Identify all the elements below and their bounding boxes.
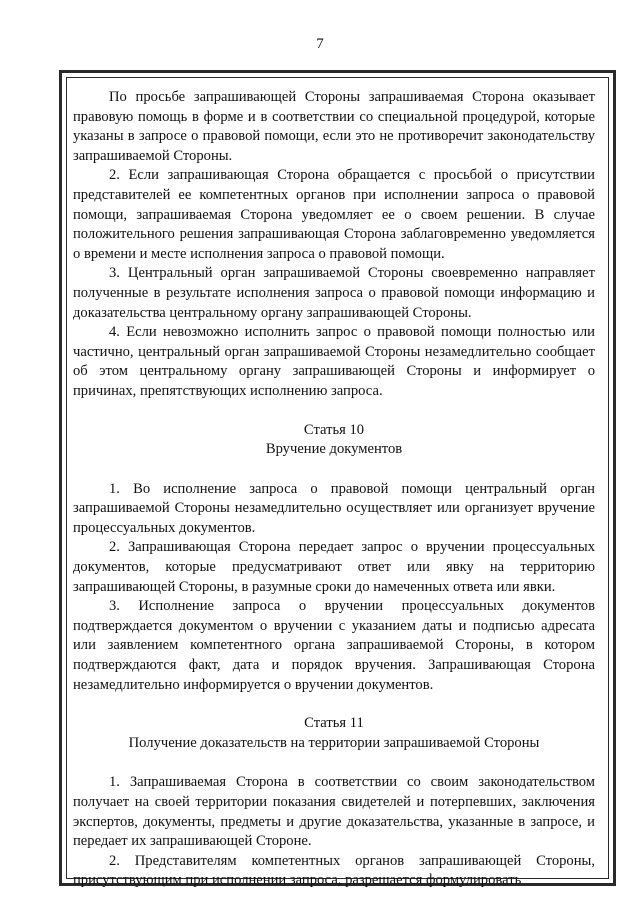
paragraph: 2. Если запрашивающая Сторона обращается с просьбой о присутствии представителей ее компетентных органов при исполнении запроса о правовой помощи, запрашиваемая Сторона уведомляет ее о своем решении. В случае положительного решения запрашивающая Сторона заблаговременно уведомляется о времени и месте исполнения запроса о правовой помощи.: [73, 167, 595, 262]
paragraph: 1. Во исполнение запроса о правовой помощи центральный орган запрашиваемой Стороны незамедлительно осуществляет или организует вручение процессуальных документов.: [73, 480, 595, 536]
article-11-number: Статья 11: [304, 715, 364, 732]
document-body: [73, 88, 595, 891]
paragraph: 2. Запрашивающая Сторона передает запрос о вручении процессуальных документов, которые предусматривают ответ или явку на территорию запрашивающей Стороны, в разумные сроки до намеченных ответа или явки.: [73, 539, 595, 595]
paragraph: 1. Запрашиваемая Сторона в соответствии со своим законодательством получает на своей территории показания свидетелей и потерпевших, заключения экспертов, документы, предметы и другие доказательства, указанные в запросе, и передает их запрашивающей Стороне.: [73, 774, 595, 850]
paragraph: 3. Исполнение запроса о вручении процессуальных документов подтверждается документом о вручении с указанием даты и подписью адресата или заявлением компетентного органа запрашиваемой Стороны, в котором подтверждаются факт, дата и порядок вручения. Запрашивающая Сторона незамедлительно информируется о вручении документов.: [73, 598, 595, 693]
article-10-title: Вручение документов: [265, 441, 403, 458]
page-number: 7: [316, 36, 324, 52]
paragraph: 4. Если невозможно исполнить запрос о правовой помощи полностью или частично, центральный орган запрашиваемой Стороны незамедлительно сообщает об этом центральному органу запрашивающей Стороны и информирует о причинах, препятствующих исполнению запроса.: [73, 324, 595, 399]
paragraph: По просьбе запрашивающей Стороны запрашиваемая Сторона оказывает правовую помощь в форме и в соответствии со специальной процедурой, которые указаны в запросе о правовой помощи, если это не противоречит законодательству запрашиваемой Стороны.: [73, 89, 595, 164]
article-10-number: Статья 10: [303, 421, 365, 438]
paragraph: 2. Представителям компетентных органов запрашивающей Стороны, присутствующим при исполнении запроса, разрешается формулировать: [73, 852, 595, 889]
paragraph: 3. Центральный орган запрашиваемой Стороны своевременно направляет полученные в результате исполнения запроса о правовой помощи информацию и доказательства центральному органу запрашивающей Стороны.: [73, 265, 595, 321]
article-11-title: Получение доказательств на территории запрашиваемой Стороны: [128, 734, 540, 751]
